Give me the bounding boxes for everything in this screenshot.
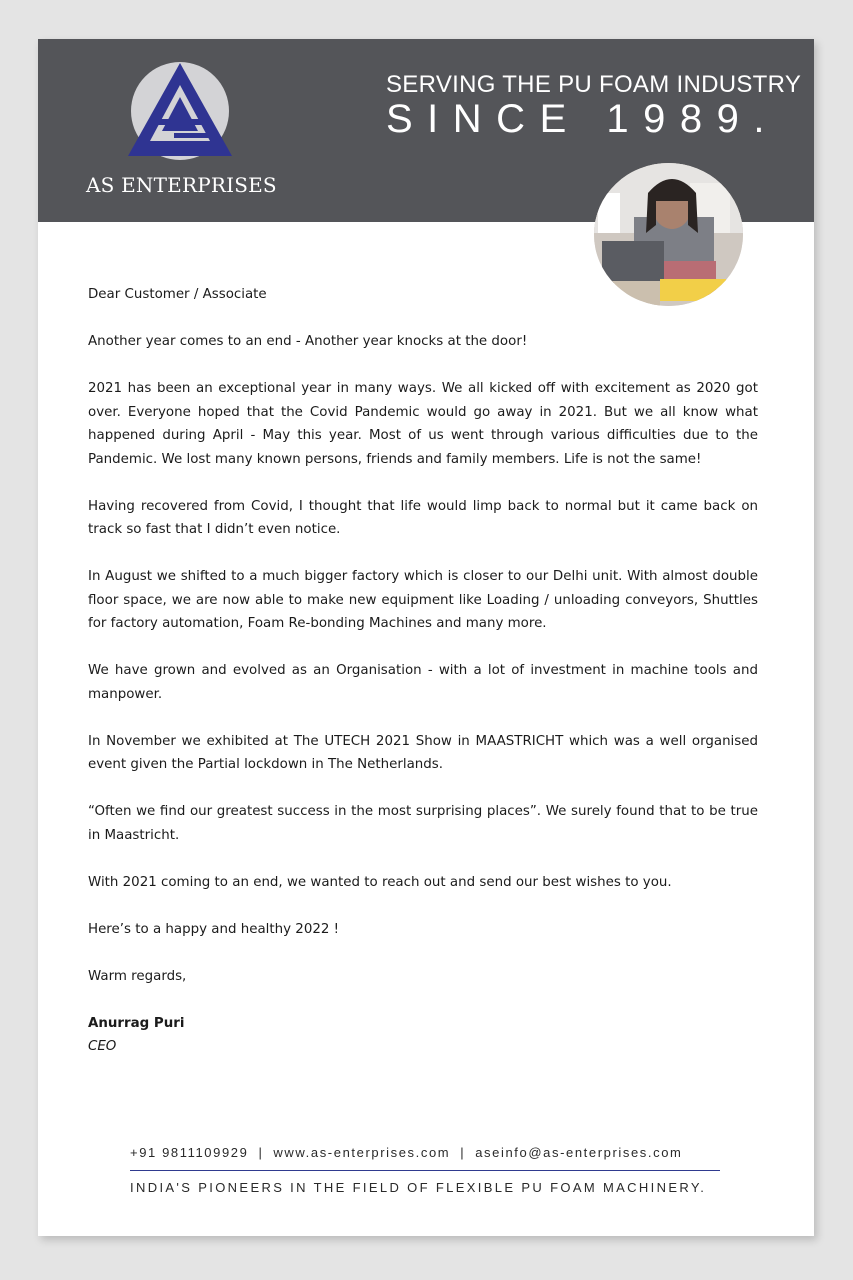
header-tagline-line1: SERVING THE PU FOAM INDUSTRY: [386, 71, 802, 98]
letter-paragraph: In August we shifted to a much bigger factory which is closer to our Delhi unit. With almost double floor space, we are now able to make new equipment like Loading / unloading conveyors, Shuttles for factory automation, Foam Re-bonding Machines and many more.: [88, 569, 758, 631]
footer-separator: |: [258, 1145, 264, 1160]
footer-phone: +91 9811109929: [130, 1145, 249, 1160]
letter-page: [38, 39, 814, 1236]
company-name: AS ENTERPRISES: [86, 173, 277, 197]
letter-paragraph: “Often we find our greatest success in the most surprising places”. We surely found that to be true in Maastricht.: [88, 804, 758, 843]
triangle-logo-icon: [124, 61, 236, 161]
letter-paragraph: Another year comes to an end - Another year knocks at the door!: [88, 334, 528, 349]
letter-paragraph: 2021 has been an exceptional year in many ways. We all kicked off with excitement as 2020 got over. Everyone hoped that the Covid Pandemic would go away in 2021. But we all know what happened during April - May this year. Most of us went through various difficulties due to the Pandemic. We lost many known persons, friends and family members. Life is not the same!: [88, 381, 758, 467]
footer-contacts: [130, 1145, 720, 1160]
company-logo: [86, 61, 276, 201]
footer-divider: [130, 1170, 720, 1171]
signer-title: CEO: [88, 1039, 117, 1054]
signer-name: Anurrag Puri: [88, 1015, 185, 1031]
closing: Warm regards,: [88, 968, 187, 984]
footer-separator: |: [460, 1145, 466, 1160]
footer-website-link[interactable]: www.as-enterprises.com: [273, 1145, 451, 1160]
letter-paragraph: We have grown and evolved as an Organisation - with a lot of investment in machine tools and manpower.: [88, 663, 758, 702]
header-tagline-line2: SINCE 1989.: [386, 97, 779, 141]
letter-paragraph: Here’s to a happy and healthy 2022 !: [88, 921, 340, 937]
salutation: Dear Customer / Associate: [88, 287, 267, 302]
letter-paragraph: With 2021 coming to an end, we wanted to reach out and send our best wishes to you.: [88, 874, 672, 890]
footer-tagline: INDIA'S PIONEERS IN THE FIELD OF FLEXIBLE PU FOAM MACHINERY.: [130, 1180, 707, 1195]
letter-body: [88, 283, 758, 1059]
letter-paragraph: In November we exhibited at The UTECH 2021 Show in MAASTRICHT which was a well organised event given the Partial lockdown in The Netherlands.: [88, 733, 758, 772]
footer-email-link[interactable]: aseinfo@as-enterprises.com: [475, 1145, 683, 1160]
letter-paragraph: Having recovered from Covid, I thought that life would limp back to normal but it came back on track so fast that I didn’t even notice.: [88, 498, 758, 537]
